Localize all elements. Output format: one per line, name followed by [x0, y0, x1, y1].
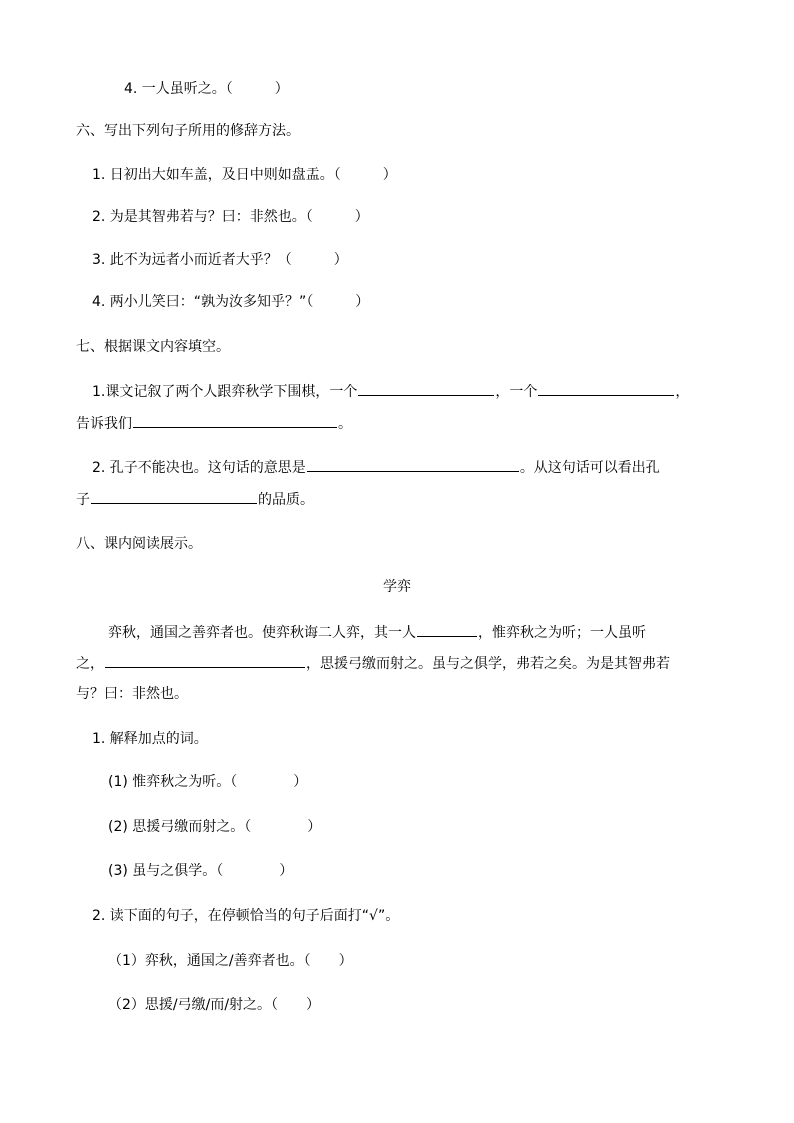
s8-q1-item: (2) 思援弓缴而射之。（ ）: [108, 819, 322, 835]
s7-q2-text-a: 2. 孔子不能决也。这句话的意思是: [92, 460, 306, 476]
s8-question-1-heading: 1. 解释加点的词。: [92, 731, 208, 747]
s8-q1-item: (3) 虽与之俱学。（ ）: [108, 863, 294, 879]
answer-blank[interactable]: [133, 413, 337, 428]
s6-question-3: 3. 此不为远者小而近者大乎？（ ）: [92, 252, 348, 268]
s7-question-1-line2: [76, 413, 352, 434]
s7-q1-text-a: 1.课文记叙了两个人跟弈秋学下围棋，一个: [92, 384, 358, 400]
s7-q1-text-e: 。: [338, 416, 352, 432]
answer-blank[interactable]: [307, 457, 519, 472]
s7-q2-text-d: 的品质。: [258, 492, 314, 508]
s8-q2-item: （2）思援/弓缴/而/射之。（ ）: [108, 997, 321, 1013]
answer-blank[interactable]: [538, 381, 674, 396]
s7-q1-text-c: ，: [675, 384, 690, 400]
s8-q2-item: （1）弈秋，通国之/善弈者也。（ ）: [108, 953, 353, 969]
passage-text-d: ，思援弓缴而射之。虽与之俱学，弗若之矣。为是其智弗若: [306, 656, 670, 672]
section-6-heading: 六、写出下列句子所用的修辞方法。: [76, 123, 300, 139]
s7-question-1-line1: [92, 381, 689, 402]
answer-blank[interactable]: [105, 653, 305, 668]
passage-text-b: ，惟弈秋之为听；一人虽听: [478, 625, 646, 641]
passage-line-3: 与？曰：非然也。: [76, 686, 188, 702]
s7-q2-text-c: 子: [76, 492, 90, 508]
answer-blank[interactable]: [417, 622, 477, 637]
s7-q1-text-d: 告诉我们: [76, 416, 132, 432]
answer-blank[interactable]: [358, 381, 494, 396]
s8-question-2-heading: 2. 读下面的句子，在停顿恰当的句子后面打“√”。: [92, 908, 400, 924]
s6-question-1: 1. 日初出大如车盖，及日中则如盘盂。（ ）: [92, 167, 397, 183]
s7-question-2-line2: [76, 489, 314, 510]
passage-title: 学弈: [383, 579, 411, 595]
section-7-heading: 七、根据课文内容填空。: [76, 339, 230, 355]
s7-q2-text-b: 。从这句话可以看出孔: [519, 460, 660, 476]
s7-q1-text-b: ，一个: [495, 384, 538, 400]
s6-question-4: 4. 两小儿笑曰：“孰为汝多知乎？”（ ）: [92, 294, 370, 310]
answer-blank[interactable]: [91, 489, 257, 504]
passage-line-2: [76, 653, 670, 674]
passage-text-c: 之，: [76, 656, 104, 672]
s8-q1-item: (1) 惟弈秋之为听。（ ）: [108, 774, 308, 790]
passage-line-1: [108, 622, 646, 643]
section-8-heading: 八、课内阅读展示。: [76, 536, 202, 552]
s7-question-2-line1: [92, 457, 660, 478]
s5-question-4: 4. 一人虽听之。（ ）: [124, 81, 289, 97]
passage-text-a: 弈秋，通国之善弈者也。使弈秋诲二人弈，其一人: [108, 625, 416, 641]
s6-question-2: 2. 为是其智弗若与？曰：非然也。（ ）: [92, 209, 369, 225]
